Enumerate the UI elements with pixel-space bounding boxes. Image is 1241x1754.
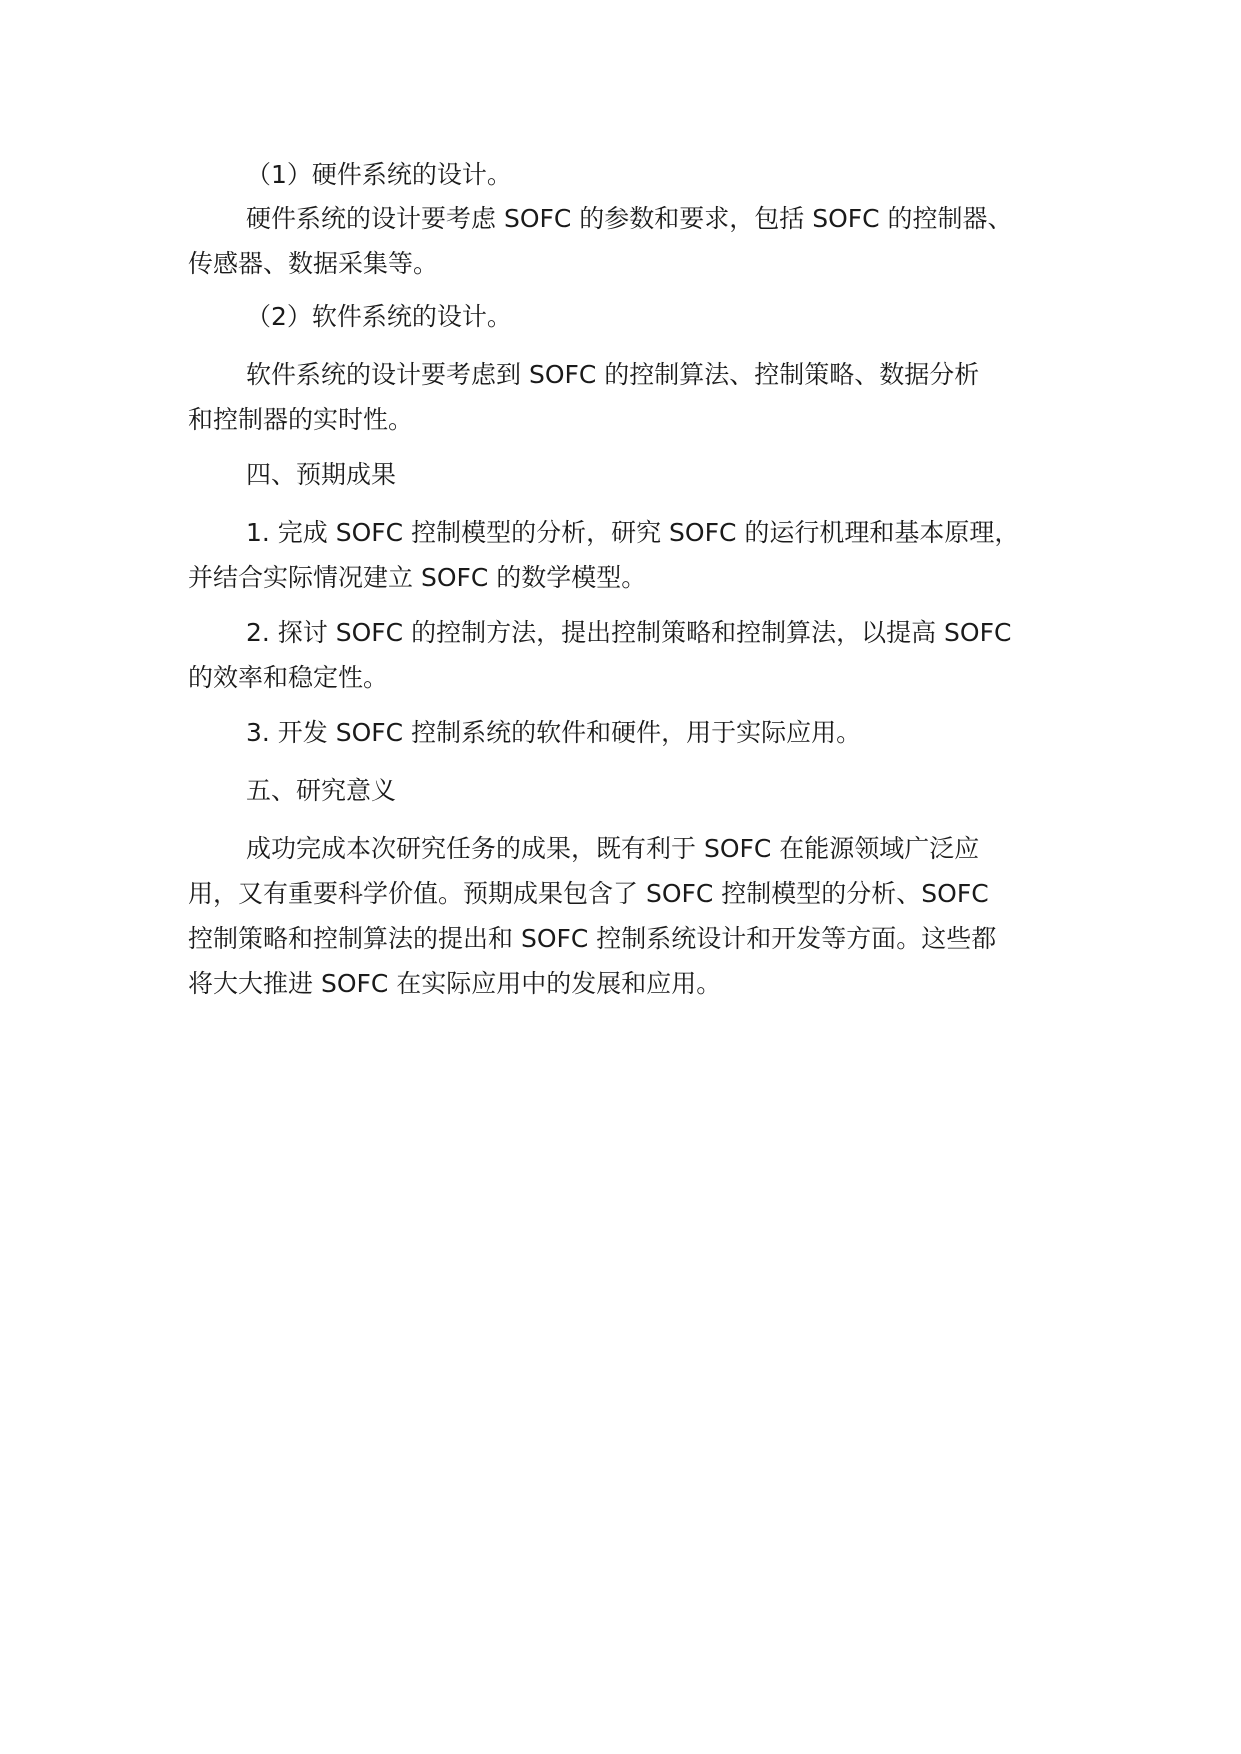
text-line: 控制策略和控制算法的提出和 SOFC 控制系统设计和开发等方面。这些都 [188,924,997,953]
text-line: 3. 开发 SOFC 控制系统的软件和硬件，用于实际应用。 [246,718,862,747]
section-heading-expected-results [188,452,1068,497]
text-line: 2. 探讨 SOFC 的控制方法，提出控制策略和控制算法，以提高 SOFC [246,618,1012,647]
text-line: 硬件系统的设计要考虑 SOFC 的参数和要求，包括 SOFC 的控制器、 [246,204,1013,233]
paragraph-hardware [188,196,1068,286]
text-line: 并结合实际情况建立 SOFC 的数学模型。 [188,563,647,592]
list-item-1 [188,510,1068,600]
paragraph-significance [188,826,1068,1006]
list-item-3 [188,710,1068,755]
text-line: 的效率和稳定性。 [188,663,389,692]
text-line: 用，又有重要科学价值。预期成果包含了 SOFC 控制模型的分析、SOFC [188,879,989,908]
subheading-software [188,294,1068,339]
text-line: （2）软件系统的设计。 [246,302,512,331]
text-line: 四、预期成果 [246,460,397,489]
text-line: 将大大推进 SOFC 在实际应用中的发展和应用。 [188,969,722,998]
text-line: 和控制器的实时性。 [188,405,414,434]
list-item-2 [188,610,1068,700]
text-line: 软件系统的设计要考虑到 SOFC 的控制算法、控制策略、数据分析 [246,360,980,389]
paragraph-software [188,352,1068,442]
text-line: 1. 完成 SOFC 控制模型的分析，研究 SOFC 的运行机理和基本原理， [246,518,1020,547]
subheading-hardware [188,152,1068,197]
text-line: （1）硬件系统的设计。 [246,160,512,189]
section-heading-significance [188,768,1068,813]
text-line: 五、研究意义 [246,776,397,805]
text-line: 传感器、数据采集等。 [188,249,439,278]
text-line: 成功完成本次研究任务的成果，既有利于 SOFC 在能源领域广泛应 [246,834,980,863]
